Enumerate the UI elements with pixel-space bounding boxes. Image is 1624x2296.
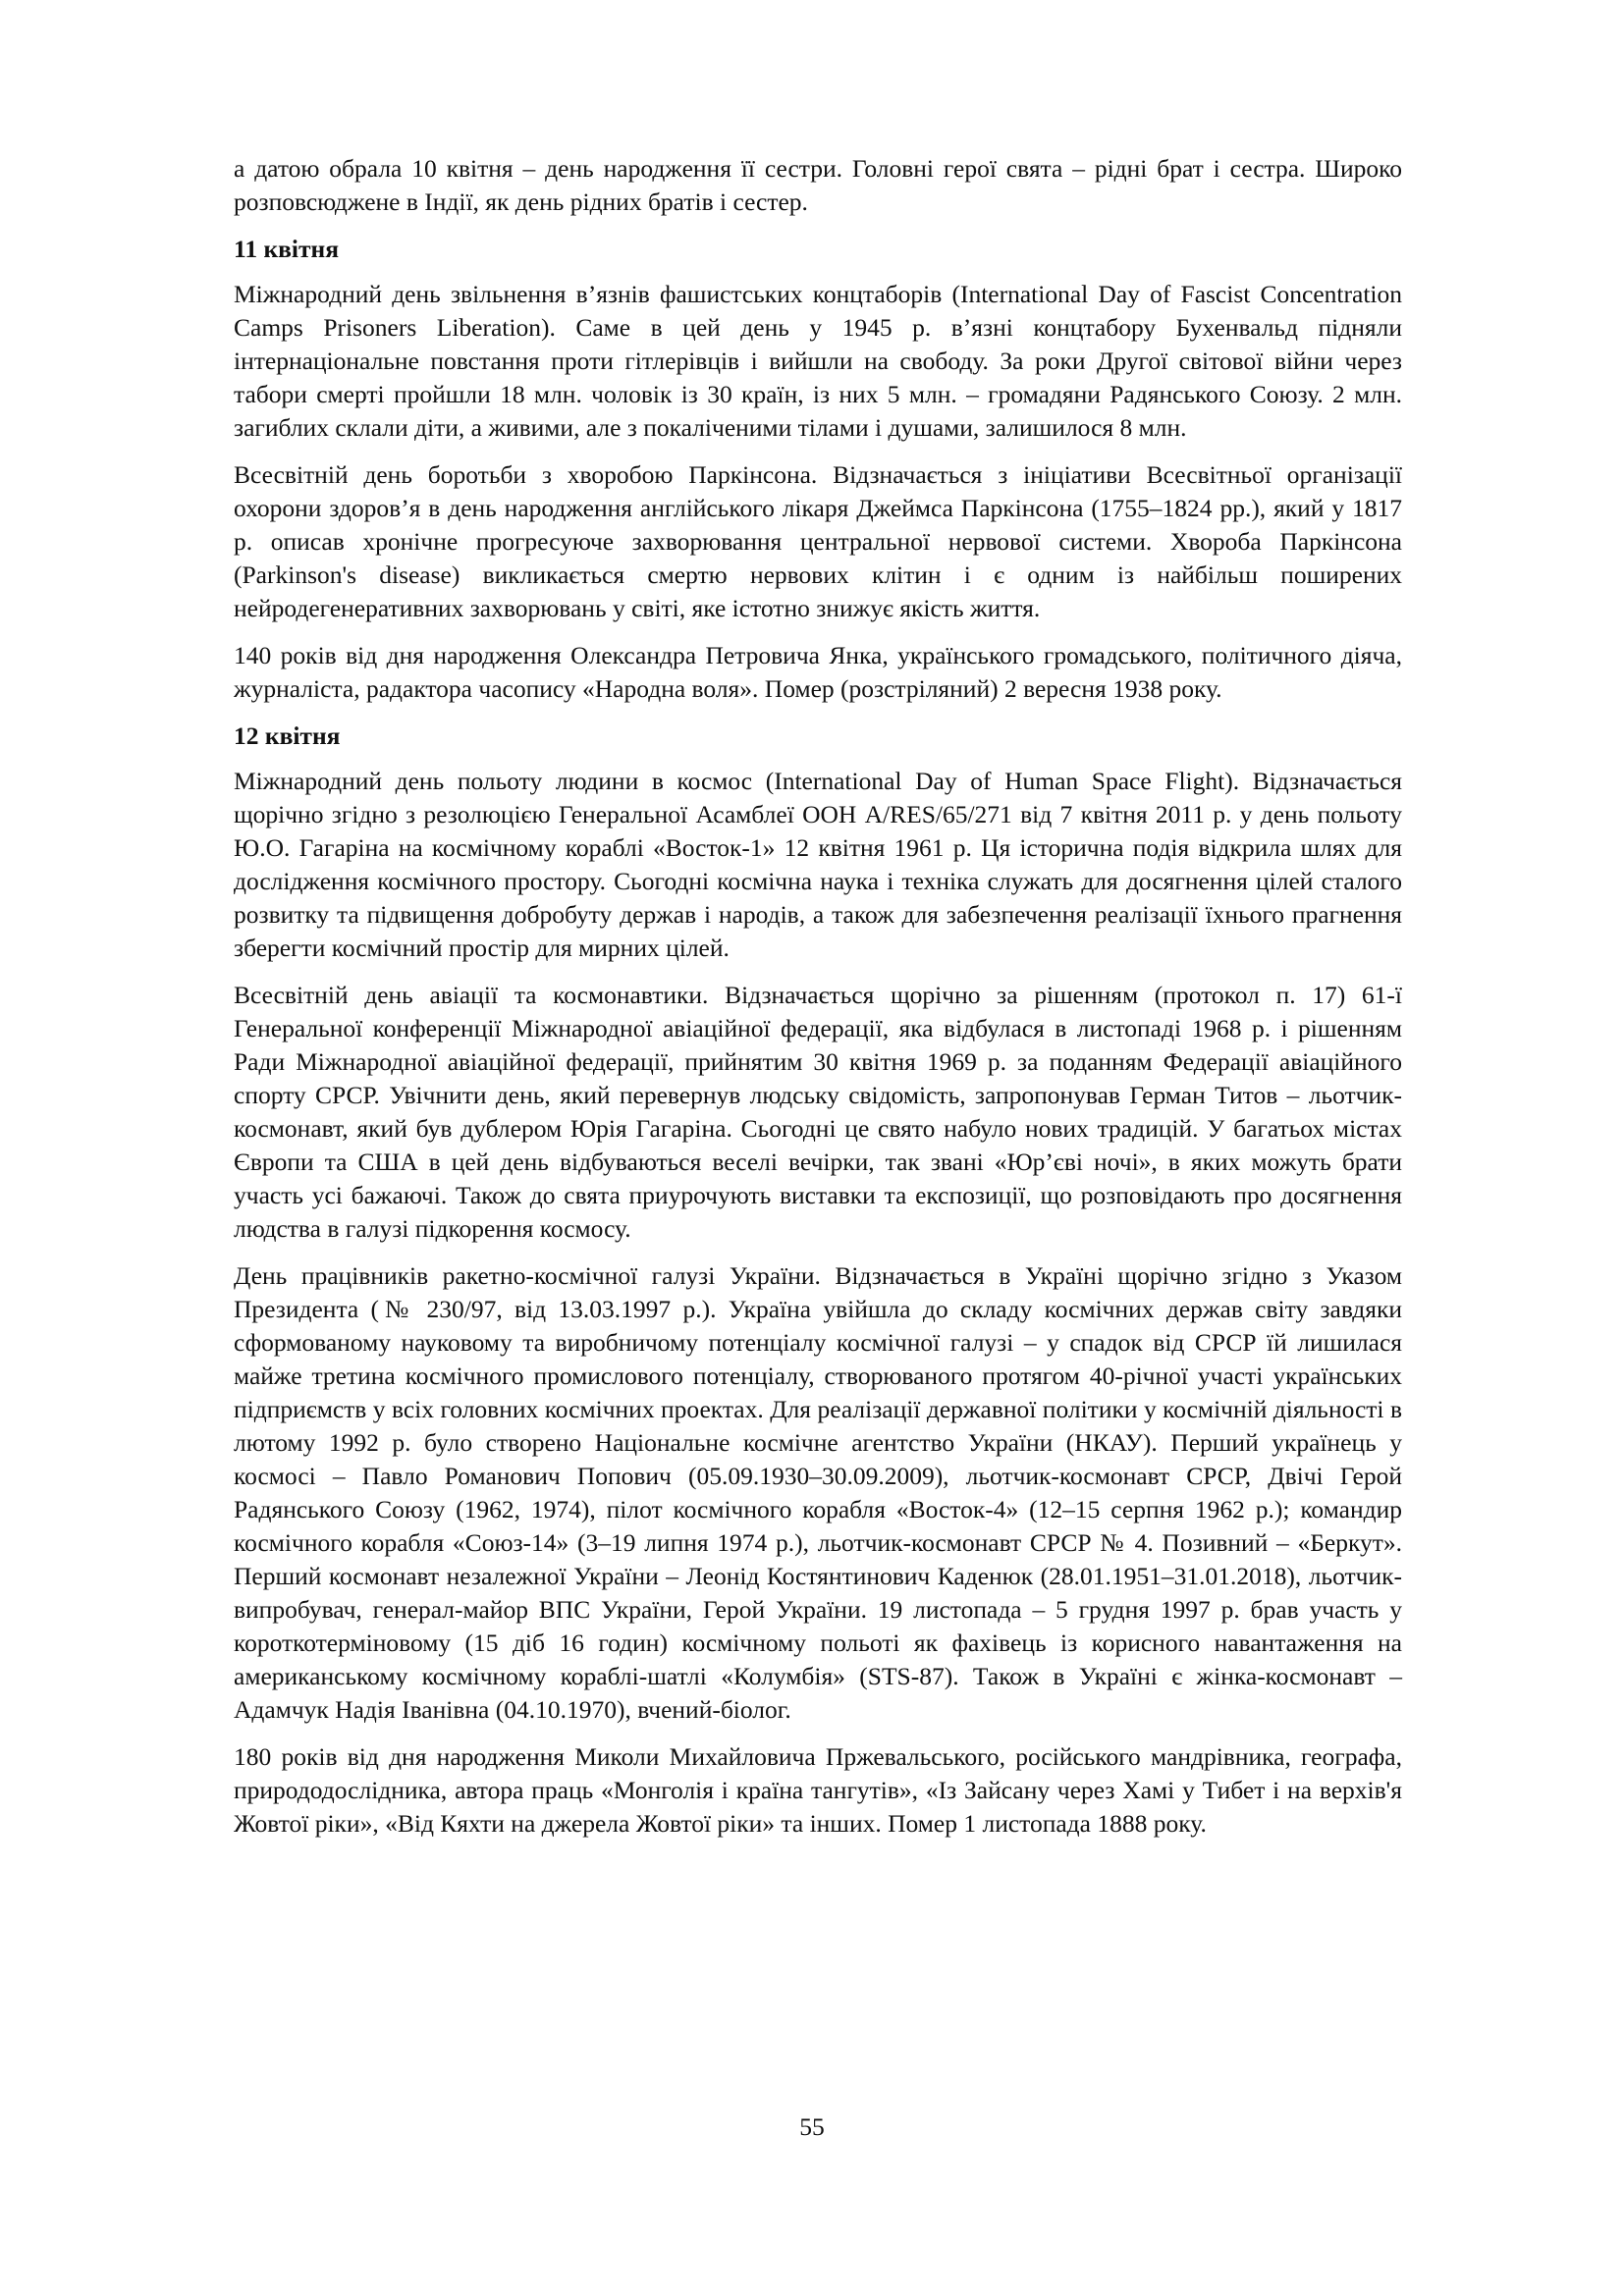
paragraph-human-space-flight: Міжнародний день польоту людини в космос (International Day of Human Space Flight). Відзначається щорічно згідно з резолюцією Генеральної Асамблеї ООН A/RES/65/271 від 7 квітня 2011 р. у день польоту Ю.О. Гагаріна на космічному кораблі «Восток-1» 12 квітня 1961 р. Ця історична подія відкрила шлях для дослідження космічного простору. Сьогодні космічна наука і техніка служать для досягнення цілей сталого розвитку та підвищення добробуту держав і народів, а також для забезпечення реалізації їхнього прагнення зберегти космічний простір для мирних цілей. [234,767,1402,962]
date-heading-april-11: 11 квітня [234,235,340,263]
paragraph-parkinsons-day: Всесвітній день боротьби з хворобою Паркінсона. Відзначається з ініціативи Всесвітньої організації охорони здоров’я в день народження англійського лікаря Джеймса Паркінсона (1755–1824 рр.), який у 1817 р. описав хронічне прогресуюче захворювання центральної нервової системи. Хвороба Паркінсона (Parkinson's disease) викликається смертю нервових клітин і є одним із найбільш поширених нейродегенеративних захворювань у світі, яке істотно знижує якість життя. [234,460,1402,622]
paragraph-space-industry-workers-day: День працівників ракетно-космічної галузі України. Відзначається в Україні щорічно згідно з Указом Президента (№ 230/97, від 13.03.1997 р.). Україна увійшла до складу космічних держав світу завдяки сформованому науковому та виробничому потенціалу космічної галузі – у спадок від СРСР їй лишилася майже третина космічного промислового потенціалу, створюваного протягом 40-річної участі українських підприємств у всіх головних космічних проектах. Для реалізації державної політики у космічній діяльності в лютому 1992 р. було створено Національне космічне агентство України (НКАУ). Перший українець у космосі – Павло Романович Попович (05.09.1930–30.09.2009), льотчик-космонавт СРСР, Двічі Герой Радянського Союзу (1962, 1974), пілот космічного корабля «Восток-4» (12–15 серпня 1962 р.); командир космічного корабля «Союз-14» (3–19 липня 1974 р.), льотчик-космонавт СРСР № 4. Позивний – «Беркут». Перший космонавт незалежної України – Леонід Костянтинович Каденюк (28.01.1951–31.01.2018), льотчик-випробувач, генерал-майор ВПС України, Герой України. 19 листопада – 5 грудня 1997 р. брав участь у короткотерміновому (15 діб 16 годин) космічному польоті як фахівець із корисного навантаження на американському космічному кораблі-шатлі «Колумбія» (STS-87). Також в Україні є жінка-космонавт – Адамчук Надія Іванівна (04.10.1970), вчений-біолог. [234,1261,1402,1724]
page-number: 55 [799,2112,825,2141]
date-heading-april-12: 12 квітня [234,721,341,750]
paragraph-concentration-camps-liberation: Міжнародний день звільнення в’язнів фашистських концтаборів (International Day of Fascist Concentration Camps Prisoners Liberation). Саме в цей день у 1945 р. в’язні концтабору Бухенвальд підняли інтернаціональне повстання проти гітлерівців і вийшли на свободу. За роки Другої світової війни через табори смерті пройшли 18 млн. чоловік із 30 країн, із них 5 млн. – громадяни Радянського Союзу. 2 млн. загиблих склали діти, а живими, але з покаліченими тілами і душами, залишилося 8 млн. [234,280,1402,442]
paragraph-aviation-cosmonautics-day: Всесвітній день авіації та космонавтики. Відзначається щорічно за рішенням (протокол п. 17) 61-ї Генеральної конференції Міжнародної авіаційної федерації, яка відбулася в листопаді 1968 р. і рішенням Ради Міжнародної авіаційної федерації, прийнятим 30 квітня 1969 р. за поданням Федерації авіаційного спорту СРСР. Увічнити день, який перевернув людську свідомість, запропонував Герман Титов – льотчик-космонавт, який був дублером Юрія Гагаріна. Сьогодні це свято набуло нових традицій. У багатьох містах Європи та США в цей день відбуваються веселі вечірки, так звані «Юр’єві ночі», в яких можуть брати участь усі бажаючі. Також до свята приурочують виставки та експозиції, що розповідають про досягнення людства в галузі підкорення космосу. [234,981,1402,1243]
paragraph-continuation: а датою обрала 10 квітня – день народження її сестри. Головні герої свята – рідні брат і сестра. Широко розповсюджене в Індії, як день рідних братів і сестер. [234,154,1402,216]
paragraph-yanko-anniversary: 140 років від дня народження Олександра Петровича Янка, українського громадського, політичного діяча, журналіста, радактора часопису «Народна воля». Помер (розстріляний) 2 вересня 1938 року. [234,641,1402,703]
document-body [234,152,1402,1854]
paragraph-przhevalsky-anniversary: 180 років від дня народження Миколи Михайловича Пржевальського, російського мандрівника, географа, природодослідника, автора праць «Монголія і країна тангутів», «Із Зайсану через Хамі у Тибет і на верхів'я Жовтої ріки», «Від Кяхти на джерела Жовтої ріки» та інших. Помер 1 листопада 1888 року. [234,1742,1402,1838]
